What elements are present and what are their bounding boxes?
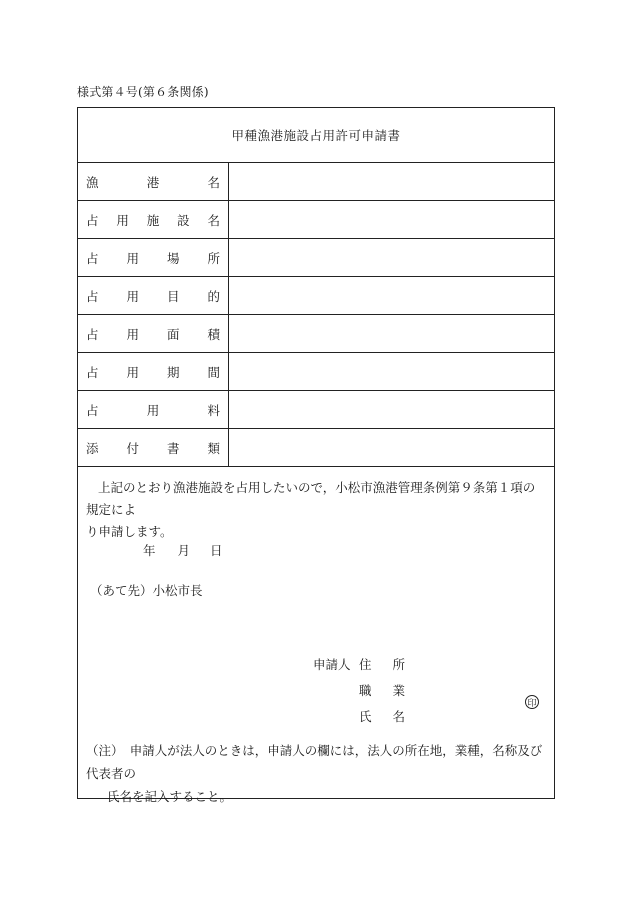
form-reference: 様式第４号(第６条関係) — [77, 85, 209, 99]
field-label: 占 用 期 間 — [78, 353, 229, 390]
field-table — [78, 163, 554, 467]
field-value-purpose[interactable] — [229, 277, 554, 314]
field-value-location[interactable] — [229, 239, 554, 276]
field-row-fee — [78, 391, 554, 429]
field-row-port-name — [78, 163, 554, 201]
application-form — [77, 107, 555, 804]
applicant-lead: 申請人 — [313, 657, 351, 672]
field-label: 占 用 場 所 — [78, 239, 229, 276]
field-row-period — [78, 353, 554, 391]
field-value-fee[interactable] — [229, 391, 554, 428]
form-title: 甲種漁港施設占用許可申請書 — [78, 108, 554, 163]
applicant-name-line[interactable] — [313, 703, 405, 729]
name-label: 氏 名 — [359, 709, 405, 724]
field-label: 占 用 目 的 — [78, 277, 229, 314]
field-row-facility-name — [78, 201, 554, 239]
field-value-period[interactable] — [229, 353, 554, 390]
address-label: 住 所 — [359, 657, 405, 672]
field-label: 占 用 料 — [78, 391, 229, 428]
date-month: 月 — [177, 543, 191, 558]
field-row-location — [78, 239, 554, 277]
seal-icon: 印 — [525, 695, 539, 709]
statement-line-2: り申請します。 — [86, 524, 173, 539]
note-line-1: （注） 申請人が法人のときは，申請人の欄には，法人の所在地，業種，名称及び代表者の — [86, 743, 543, 781]
date-line[interactable] — [143, 541, 223, 559]
field-value-port-name[interactable] — [229, 163, 554, 200]
field-value-area[interactable] — [229, 315, 554, 352]
addressee: （あて先）小松市長 — [90, 583, 203, 598]
applicant-address-line[interactable] — [313, 651, 405, 677]
field-label: 添 付 書 類 — [78, 429, 229, 466]
note-line-2: 氏名を記入すること。 — [107, 789, 233, 804]
note — [86, 739, 548, 808]
field-row-purpose — [78, 277, 554, 315]
applicant-block — [313, 651, 405, 729]
application-statement — [78, 477, 554, 543]
date-year: 年 — [143, 543, 156, 558]
field-row-area — [78, 315, 554, 353]
field-row-attachments — [78, 429, 554, 467]
field-value-facility-name[interactable] — [229, 201, 554, 238]
date-day: 日 — [210, 543, 223, 558]
field-label: 占 用 面 積 — [78, 315, 229, 352]
field-label: 漁 港 名 — [78, 163, 229, 200]
field-value-attachments[interactable] — [229, 429, 554, 466]
field-label: 占 用 施 設 名 — [78, 201, 229, 238]
occupation-label: 職 業 — [359, 683, 405, 698]
applicant-occupation-line[interactable] — [313, 677, 405, 703]
statement-line-1: 上記のとおり漁港施設を占用したいので，小松市漁港管理条例第９条第１項の規定によ — [86, 480, 536, 517]
